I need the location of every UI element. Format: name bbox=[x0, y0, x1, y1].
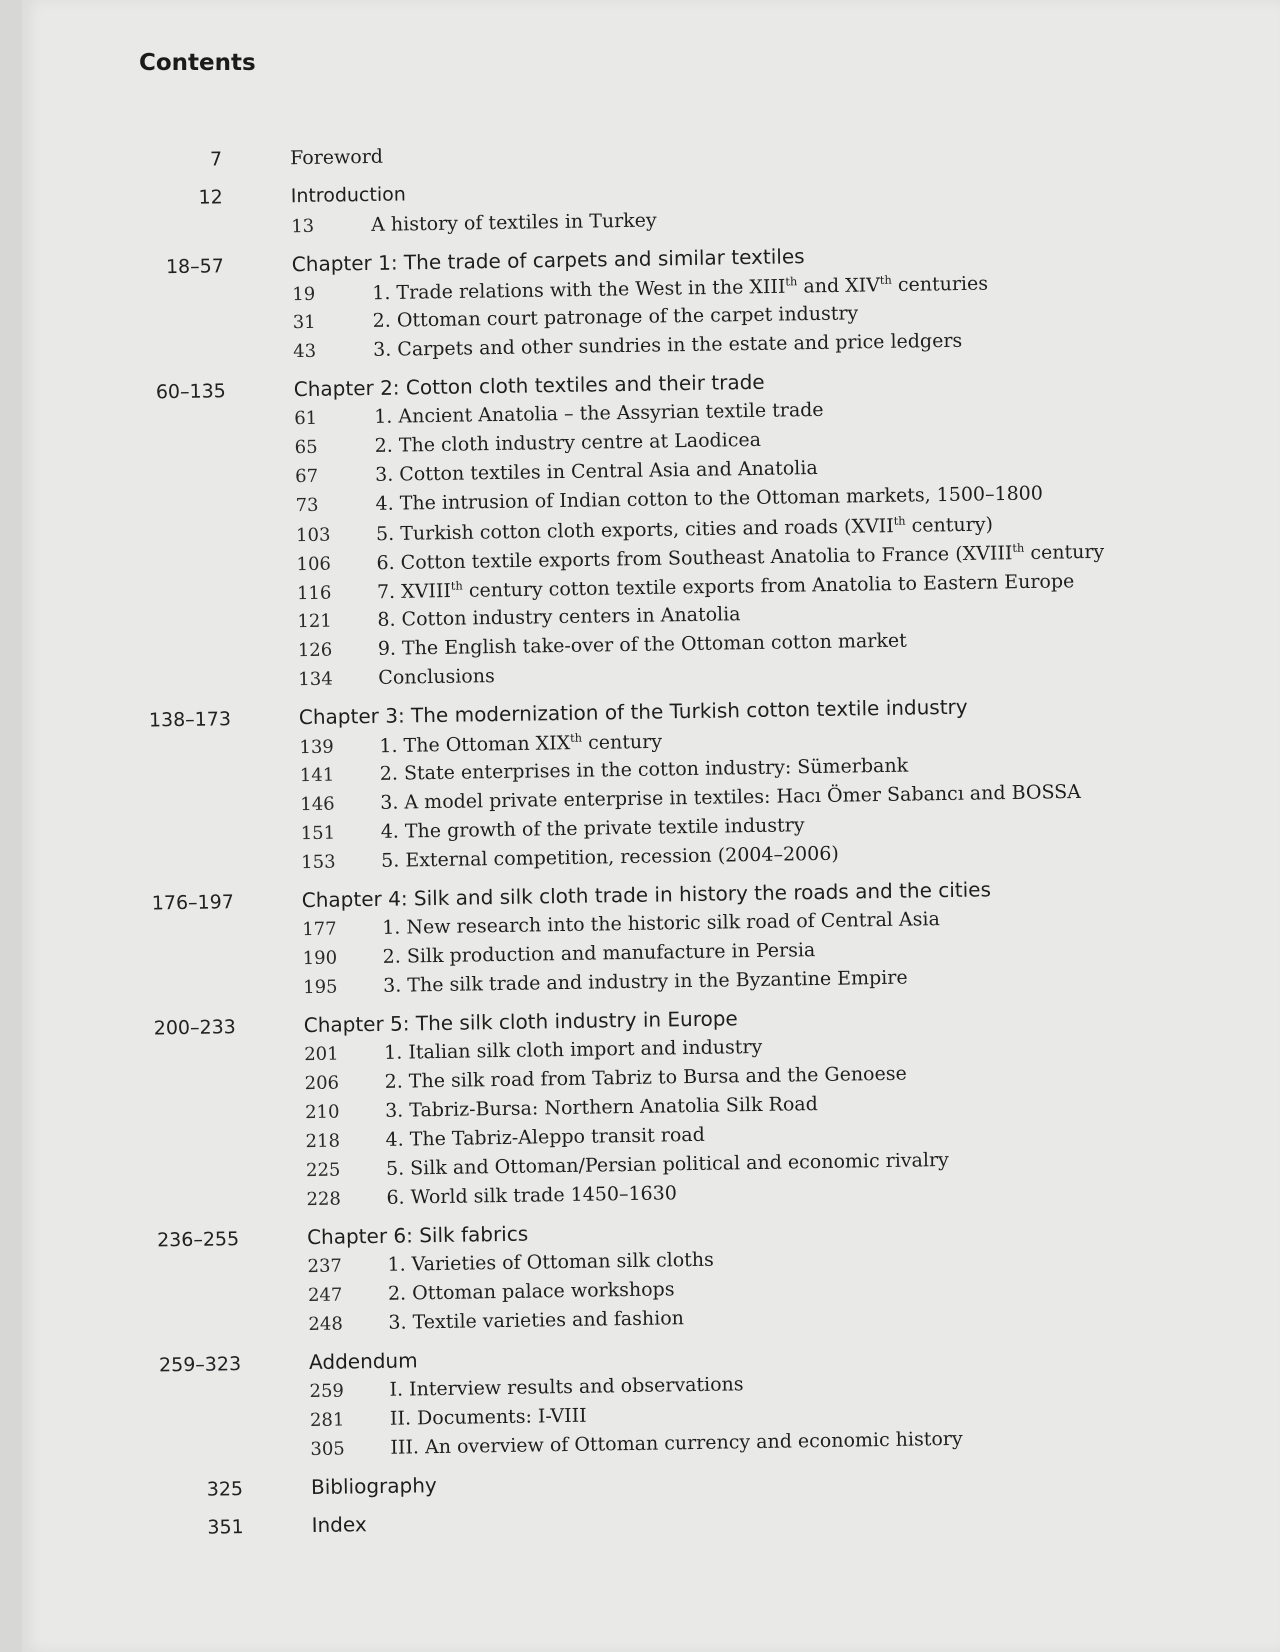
entry-title: 3. The silk trade and industry in the Byzantine Empire bbox=[382, 966, 908, 997]
section-title: Chapter 5: The silk cloth industry in Europe bbox=[303, 1006, 738, 1038]
entry-page-number: 126 bbox=[297, 639, 333, 662]
section-page-range: 176–197 bbox=[151, 891, 235, 915]
entry-page-number: 218 bbox=[305, 1130, 341, 1153]
entry-page-number: 248 bbox=[308, 1313, 343, 1336]
entry-title: 2. The cloth industry centre at Laodicea bbox=[374, 428, 762, 457]
entry-page-number: 121 bbox=[297, 610, 332, 633]
section-title: Index bbox=[311, 1512, 367, 1538]
entry-title: 1. Ancient Anatolia – the Assyrian textile trade bbox=[374, 398, 824, 428]
entry-page-number: 225 bbox=[305, 1159, 341, 1182]
entry-page-number: 206 bbox=[304, 1072, 340, 1095]
section-title: Introduction bbox=[290, 183, 406, 208]
entry-title: II. Documents: I-VIII bbox=[389, 1404, 587, 1430]
toc-section-heading bbox=[133, 1499, 1203, 1546]
entry-title: 1. The Ottoman XIXth century bbox=[379, 730, 663, 758]
entry-title: I. Interview results and observations bbox=[389, 1373, 744, 1401]
entry-title: 1. Varieties of Ottoman silk cloths bbox=[387, 1248, 714, 1276]
entry-page-number: 210 bbox=[304, 1101, 340, 1124]
entry-title: 3. Cotton textiles in Central Asia and Anatolia bbox=[374, 456, 818, 486]
entry-page-number: 103 bbox=[295, 524, 331, 547]
entry-page-number: 281 bbox=[309, 1409, 345, 1432]
entry-page-number: 151 bbox=[300, 822, 336, 845]
section-title: Bibliography bbox=[310, 1473, 437, 1500]
entry-page-number: 65 bbox=[294, 436, 318, 459]
section-page-range: 236–255 bbox=[156, 1228, 240, 1252]
entry-page-number: 19 bbox=[292, 284, 316, 306]
entry-page-number: 73 bbox=[295, 494, 319, 517]
entry-title: 2. The silk road from Tabriz to Bursa and the Genoese bbox=[384, 1062, 907, 1093]
entry-title: 4. The growth of the private textile industry bbox=[380, 814, 805, 843]
entry-title: 3. Tabriz-Bursa: Northern Anatolia Silk Road bbox=[384, 1093, 818, 1122]
section-title: Chapter 1: The trade of carpets and similar textiles bbox=[291, 244, 805, 277]
entry-page-number: 153 bbox=[301, 851, 336, 874]
entry-title: Conclusions bbox=[378, 665, 495, 689]
entry-page-number: 247 bbox=[307, 1284, 343, 1307]
entry-title: 1. Trade relations with the West in the XIIIth and XIVth centuries bbox=[372, 272, 989, 305]
entry-title: 2. Silk production and manufacture in Persia bbox=[382, 939, 816, 968]
entry-page-number: 139 bbox=[299, 736, 334, 759]
entry-page-number: 259 bbox=[309, 1380, 345, 1403]
entry-title: 4. The intrusion of Indian cotton to the Ottoman markets, 1500–1800 bbox=[375, 482, 1044, 515]
section-page-range: 60–135 bbox=[155, 380, 226, 404]
entry-title: 2. Ottoman palace workshops bbox=[387, 1278, 675, 1305]
section-page-range: 325 bbox=[206, 1478, 244, 1501]
entry-page-number: 190 bbox=[302, 947, 338, 970]
section-page-range: 351 bbox=[207, 1516, 244, 1539]
entry-title: 3. A model private enterprise in textiles: Hacı Ömer Sabancı and BOSSA bbox=[380, 780, 1082, 814]
entry-title: 3. Carpets and other sundries in the estate and price ledgers bbox=[372, 329, 963, 361]
section-page-range: 138–173 bbox=[148, 708, 232, 732]
section-title: Foreword bbox=[289, 145, 384, 170]
section-title: Chapter 6: Silk fabrics bbox=[306, 1221, 529, 1250]
entry-page-number: 195 bbox=[303, 976, 338, 999]
entry-page-number: 305 bbox=[310, 1438, 345, 1461]
entry-page-number: 134 bbox=[298, 668, 333, 691]
entry-page-number: 61 bbox=[294, 407, 318, 430]
section-title: Chapter 2: Cotton cloth textiles and their trade bbox=[293, 369, 765, 402]
entry-title: 8. Cotton industry centers in Anatolia bbox=[377, 603, 741, 631]
entry-page-number: 228 bbox=[306, 1188, 342, 1211]
entry-page-number: 177 bbox=[302, 918, 337, 941]
entry-title: 4. The Tabriz-Aleppo transit road bbox=[385, 1123, 705, 1151]
section-page-range: 7 bbox=[209, 148, 223, 171]
entry-title: 1. Italian silk cloth import and industry bbox=[384, 1035, 763, 1064]
entry-title: 7. XVIIIth century cotton textile exports from Anatolia to Eastern Europe bbox=[376, 570, 1075, 604]
entry-title: A history of textiles in Turkey bbox=[371, 209, 657, 236]
section-page-range: 12 bbox=[198, 186, 223, 209]
entry-title: 1. New research into the historic silk road of Central Asia bbox=[382, 908, 940, 939]
entry-page-number: 237 bbox=[307, 1255, 343, 1278]
entry-page-number: 116 bbox=[296, 582, 332, 605]
entry-title: 2. Ottoman court patronage of the carpet industry bbox=[372, 302, 859, 332]
section-title: Chapter 3: The modernization of the Turkish cotton textile industry bbox=[298, 694, 968, 730]
entry-title: 6. Cotton textile exports from Southeast Anatolia to France (XVIIIth century bbox=[376, 540, 1105, 575]
entry-title: 2. State enterprises in the cotton industry: Sümerbank bbox=[379, 754, 909, 785]
entry-page-number: 106 bbox=[296, 553, 332, 576]
entry-page-number: 31 bbox=[292, 311, 316, 334]
section-page-range: 259–323 bbox=[158, 1353, 242, 1377]
book-page bbox=[22, 0, 1280, 1652]
entry-page-number: 141 bbox=[299, 764, 335, 787]
section-page-range: 200–233 bbox=[153, 1016, 236, 1040]
entry-title: 5. Turkish cotton cloth exports, cities and roads (XVIIth century) bbox=[375, 513, 994, 546]
table-of-contents bbox=[112, 133, 1204, 1546]
entry-title: 5. Silk and Ottoman/Persian political and economic rivalry bbox=[385, 1148, 949, 1180]
section-title: Addendum bbox=[308, 1348, 418, 1375]
entry-page-number: 43 bbox=[293, 340, 317, 363]
entry-page-number: 201 bbox=[304, 1043, 339, 1066]
entry-page-number: 13 bbox=[291, 215, 315, 238]
page-title: Contents bbox=[139, 50, 256, 76]
entry-title: 3. Textile varieties and fashion bbox=[388, 1307, 685, 1334]
entry-title: III. An overview of Ottoman currency and economic history bbox=[390, 1427, 963, 1459]
entry-title: 6. World silk trade 1450–1630 bbox=[386, 1182, 678, 1209]
entry-page-number: 146 bbox=[300, 793, 335, 816]
section-page-range: 18–57 bbox=[165, 255, 225, 279]
section-title: Chapter 4: Silk and silk cloth trade in history the roads and the cities bbox=[301, 877, 992, 913]
entry-title: 5. External competition, recession (2004–2006) bbox=[381, 842, 839, 872]
entry-title: 9. The English take-over of the Ottoman cotton market bbox=[377, 629, 907, 660]
entry-page-number: 67 bbox=[294, 465, 319, 488]
